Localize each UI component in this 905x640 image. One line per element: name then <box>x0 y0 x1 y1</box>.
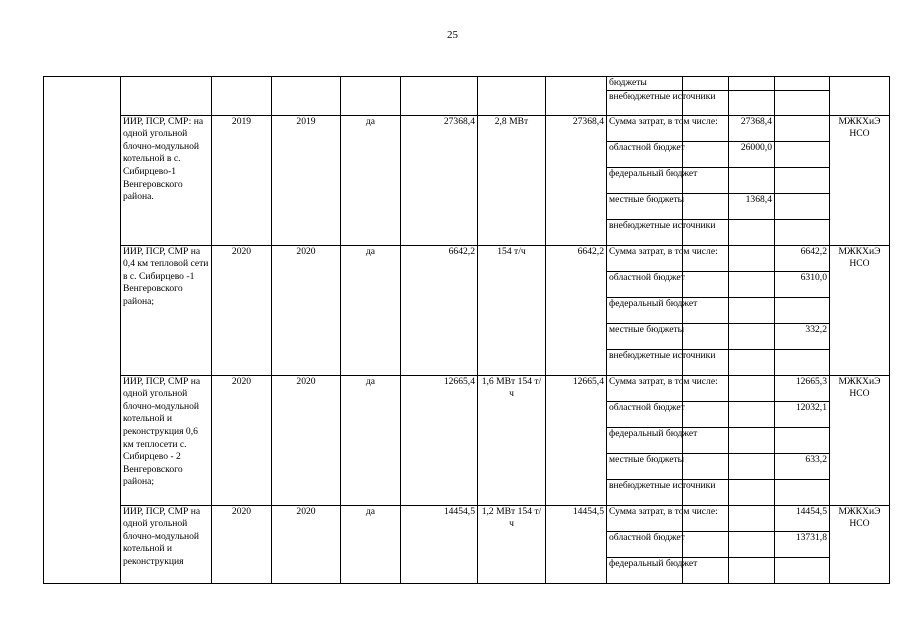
amount-cell <box>775 349 830 375</box>
amount-cell <box>729 557 775 583</box>
amount-cell <box>775 479 830 505</box>
amount-cell: 6310,0 <box>775 271 830 297</box>
amount-cell <box>729 271 775 297</box>
flag-cell: да <box>341 375 401 505</box>
amount-cell <box>729 453 775 479</box>
amount-cell <box>683 193 729 219</box>
start-year-cell: 2020 <box>212 375 272 505</box>
amount-cell: 13731,8 <box>775 531 830 557</box>
cost-total-cell: 12665,4 <box>546 375 607 505</box>
amount-cell <box>729 427 775 453</box>
capacity-cell: 1,2 МВт 154 т/ч <box>478 505 546 583</box>
amount-cell: 633,2 <box>775 453 830 479</box>
start-year-cell: 2019 <box>212 115 272 245</box>
amount-cell <box>729 219 775 245</box>
amount-cell <box>729 323 775 349</box>
funding-source-cell: областной бюджет <box>607 531 683 557</box>
empty-cell <box>272 77 341 116</box>
empty-cell <box>546 77 607 116</box>
measure-description-cell: ИИР, ПСР, СМР на 0,4 км тепловой сети в с. Сибирцево -1 Венгеровского района; <box>121 245 212 375</box>
capacity-cell: 154 т/ч <box>478 245 546 375</box>
funding-source-cell: федеральный бюджет <box>607 427 683 453</box>
table-row <box>44 77 890 91</box>
blank-first-column-cell <box>44 77 121 584</box>
funding-source-cell: местные бюджеты <box>607 453 683 479</box>
amount-cell: 26000,0 <box>729 141 775 167</box>
flag-cell: да <box>341 505 401 583</box>
amount-cell: 14454,5 <box>775 505 830 531</box>
cost-cell: 14454,5 <box>401 505 478 583</box>
amount-cell <box>683 77 729 91</box>
empty-cell <box>830 77 890 116</box>
amount-cell <box>775 77 830 91</box>
flag-cell: да <box>341 245 401 375</box>
amount-cell <box>729 531 775 557</box>
funding-source-cell: федеральный бюджет <box>607 297 683 323</box>
amount-cell <box>775 427 830 453</box>
end-year-cell: 2020 <box>272 245 341 375</box>
responsible-cell: МЖКХиЭ НСО <box>830 375 890 505</box>
amount-cell <box>775 90 830 115</box>
amount-cell <box>683 401 729 427</box>
amount-cell: 12665,3 <box>775 375 830 401</box>
funding-source-cell: областной бюджет <box>607 271 683 297</box>
empty-cell <box>401 77 478 116</box>
start-year-cell: 2020 <box>212 505 272 583</box>
amount-cell <box>729 479 775 505</box>
empty-cell <box>121 77 212 116</box>
amount-cell <box>683 323 729 349</box>
empty-cell <box>478 77 546 116</box>
amount-cell <box>683 141 729 167</box>
amount-cell: 6642,2 <box>775 245 830 271</box>
amount-cell <box>775 167 830 193</box>
empty-cell <box>341 77 401 116</box>
amount-cell <box>729 297 775 323</box>
funding-source-cell: внебюджетные источники <box>607 90 683 115</box>
funding-source-cell: областной бюджет <box>607 401 683 427</box>
capacity-cell: 1,6 МВт 154 т/ч <box>478 375 546 505</box>
table-row <box>44 115 890 141</box>
end-year-cell: 2020 <box>272 375 341 505</box>
empty-cell <box>212 77 272 116</box>
table-row <box>44 505 890 531</box>
funding-source-cell: внебюджетные источники <box>607 219 683 245</box>
amount-cell <box>729 167 775 193</box>
amount-cell <box>729 349 775 375</box>
amount-cell <box>775 141 830 167</box>
funding-source-cell: местные бюджеты <box>607 323 683 349</box>
amount-cell: 332,2 <box>775 323 830 349</box>
amount-cell <box>775 557 830 583</box>
measure-description-cell: ИИР, ПСР, СМР: на одной угольной блочно-модульной котельной в с. Сибирцево-1 Венгеровского района. <box>121 115 212 245</box>
amount-cell <box>729 245 775 271</box>
amount-cell <box>775 297 830 323</box>
measure-description-cell: ИИР, ПСР, СМР на одной угольной блочно-модульной котельной и реконструкция 0,6 км теплосети с. Сибирцево - 2 Венгеровского района; <box>121 375 212 505</box>
cost-total-cell: 6642,2 <box>546 245 607 375</box>
end-year-cell: 2019 <box>272 115 341 245</box>
cost-cell: 6642,2 <box>401 245 478 375</box>
funding-source-cell: внебюджетные источники <box>607 349 683 375</box>
funding-source-cell: областной бюджет <box>607 141 683 167</box>
page-number: 25 <box>447 29 458 41</box>
amount-cell: 27368,4 <box>729 115 775 141</box>
table-row <box>44 375 890 401</box>
amount-cell <box>729 90 775 115</box>
funding-source-cell: Сумма затрат, в том числе: <box>607 505 683 531</box>
amount-cell <box>775 115 830 141</box>
amount-cell <box>775 193 830 219</box>
cost-cell: 12665,4 <box>401 375 478 505</box>
cost-cell: 27368,4 <box>401 115 478 245</box>
cost-total-cell: 27368,4 <box>546 115 607 245</box>
flag-cell: да <box>341 115 401 245</box>
table-row <box>44 245 890 271</box>
capacity-cell: 2,8 МВт <box>478 115 546 245</box>
end-year-cell: 2020 <box>272 505 341 583</box>
funding-source-cell: бюджеты <box>607 77 683 91</box>
funding-source-cell: местные бюджеты <box>607 193 683 219</box>
amount-cell <box>683 271 729 297</box>
amount-cell <box>683 453 729 479</box>
responsible-cell: МЖКХиЭ НСО <box>830 115 890 245</box>
amount-cell <box>729 401 775 427</box>
amount-cell <box>775 219 830 245</box>
funding-source-cell: федеральный бюджет <box>607 167 683 193</box>
responsible-cell: МЖКХиЭ НСО <box>830 505 890 583</box>
amount-cell <box>729 77 775 91</box>
funding-source-cell: внебюджетные источники <box>607 479 683 505</box>
funding-source-cell: федеральный бюджет <box>607 557 683 583</box>
amount-cell: 1368,4 <box>729 193 775 219</box>
funding-source-cell: Сумма затрат, в том числе: <box>607 375 683 401</box>
amount-cell <box>683 531 729 557</box>
amount-cell <box>729 375 775 401</box>
start-year-cell: 2020 <box>212 245 272 375</box>
amount-cell: 12032,1 <box>775 401 830 427</box>
funding-source-cell: Сумма затрат, в том числе: <box>607 245 683 271</box>
measure-description-cell: ИИР, ПСР, СМР на одной угольной блочно-модульной котельной и реконструкция <box>121 505 212 583</box>
cost-total-cell: 14454,5 <box>546 505 607 583</box>
budget-table <box>43 76 890 584</box>
funding-source-cell: Сумма затрат, в том числе: <box>607 115 683 141</box>
amount-cell <box>729 505 775 531</box>
responsible-cell: МЖКХиЭ НСО <box>830 245 890 375</box>
